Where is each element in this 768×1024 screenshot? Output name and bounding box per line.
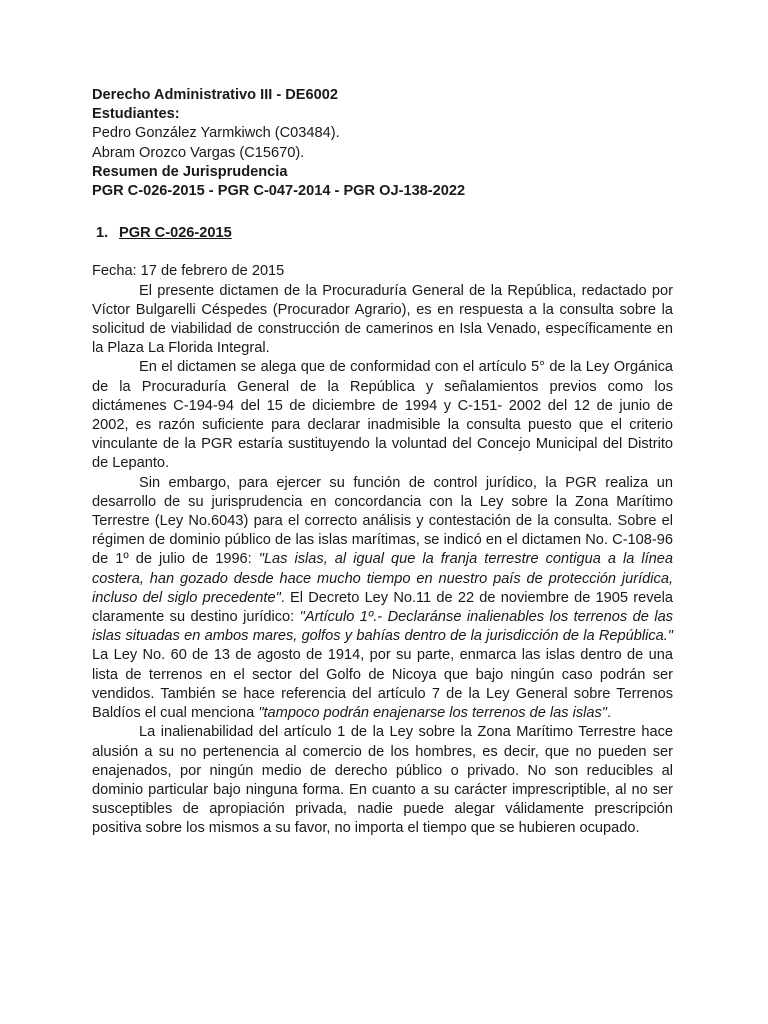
section-heading [96, 224, 673, 243]
paragraph-2: En el dictamen se alega que de conformidad con el artículo 5° de la Ley Orgánica de la Procuraduría General de la República y señalamientos previos como los dictámenes C-194-94 del 15 de diciembre de 1994 y C-151- 2002 del 12 de junio de 2002, es razón suficiente para declarar inadmisible la consulta puesto que el criterio vinculante de la PGR estaría sustituyendo la voluntad del Concejo Municipal del Distrito de Lepanto. [92, 359, 673, 472]
section-number: 1. [96, 225, 109, 242]
course-title: Derecho Administrativo III - DE6002 [92, 87, 339, 103]
paragraph-1: El presente dictamen de la Procuraduría General de la República, redactado por Víctor Bulgarelli Céspedes (Procurador Agrario), es en respuesta a la consulta sobre la solicitud de viabilidad de construcción de camerinos en Isla Venado, específicamente en la Plaza La Florida Integral. [92, 282, 673, 357]
paragraph-4: La inalienabilidad del artículo 1 de la Ley sobre la Zona Marítimo Terrestre hace alusión a su no pertenencia al comercio de los hombres, es decir, que no pueden ser enajenados, por ningún medio de derecho público o privado. No son reducibles al dominio particular bajo ninguna forma. En cuanto a su carácter imprescriptible, al no ser susceptibles de apropiación privada, nadie puede alegar válidamente prescripción positiva sobre los mismos a su favor, no importa el tiempo que se hubieren ocupado. [92, 724, 673, 837]
document-references: PGR C-026-2015 - PGR C-047-2014 - PGR OJ-138-2022 [92, 183, 466, 200]
paragraph-3 [92, 474, 673, 724]
quote-terrenos-baldios: "tampoco podrán enajenarse los terrenos de las islas" [258, 705, 607, 722]
students-label: Estudiantes: [92, 106, 180, 123]
document-page [92, 86, 673, 839]
section-date: Fecha: 17 de febrero de 2015 [92, 263, 285, 280]
paragraph-3-text-3: La Ley No. 60 de 13 de agosto de 1914, por su parte, enmarca las islas dentro de una lista de terrenos en el sector del Golfo de Nicoya que bajo ningún caso podrán ser vendidos. También se hace referencia del artículo 7 de la Ley General sobre Terrenos Baldíos el cual menciona [92, 647, 673, 722]
quote-decreto: "Artículo 1º.- Declaránse inalienables los terrenos de las islas situadas en ambos mares, golfos y bahías dentro de la jurisdicción de la República." [92, 609, 673, 645]
paragraph-3-text-1: Sin embargo, para ejercer su función de control jurídico, la PGR realiza un desarrollo de su jurisprudencia en concordancia con la Ley sobre la Zona Marítimo Terrestre (Ley No.6043) para el correcto análisis y contestación de la consulta. Sobre el régimen de dominio público de las islas marítimas, se indicó en el dictamen No. C-108-96 de 1º de julio de 1996: [92, 474, 673, 568]
student-name-2: Abram Orozco Vargas (C15670). [92, 144, 305, 161]
paragraph-3-text-4: . [606, 705, 612, 722]
section-title: PGR C-026-2015 [119, 225, 232, 242]
document-subtitle: Resumen de Jurisprudencia [92, 163, 288, 180]
student-name-1: Pedro González Yarmkiwch (C03484). [92, 125, 340, 142]
quote-islas: "Las islas, al igual que la franja terrestre contigua a la línea costera, han gozado desde hace mucho tiempo en nuestro país de protección jurídica, incluso del siglo precedente" [92, 551, 673, 606]
paragraph-3-text-2: . El Decreto Ley No.11 de 22 de noviembre de 1905 revela claramente su destino jurídico: [92, 589, 673, 626]
